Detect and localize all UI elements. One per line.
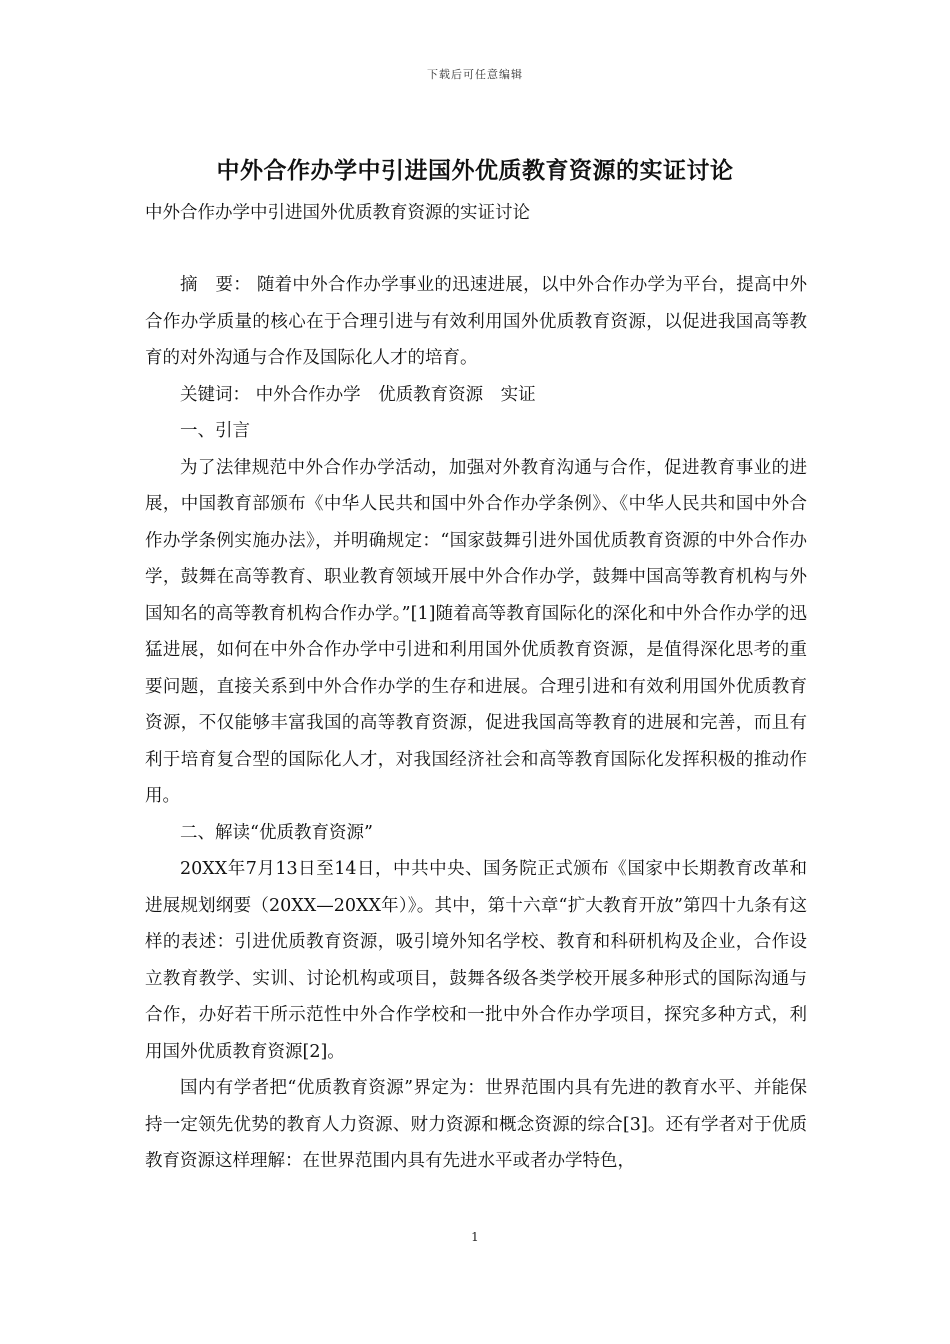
abstract-label: 摘 要：: [180, 275, 252, 295]
body-paragraph: 国内有学者把“优质教育资源”界定为：世界范围内具有先进的教育水平、并能保持一定领先优势的教育人力资源、财力资源和概念资源的综合[3]。还有学者对于优质教育资源这样理解：在世界范围内具有先进水平或者办学特色，: [145, 1078, 807, 1171]
document-title: 中外合作办学中引进国外优质教育资源的实证讨论: [216, 157, 734, 184]
page-header-note: 下载后可任意编辑: [427, 68, 523, 81]
document-subtitle: 中外合作办学中引进国外优质教育资源的实证讨论: [145, 203, 530, 223]
section-heading: 一、引言: [180, 421, 250, 441]
body-paragraph: 为了法律规范中外合作办学活动，加强对外教育沟通与合作，促进教育事业的进展，中国教育部颁布《中华人民共和国中外合作办学条例》、《中华人民共和国中外合作办学条例实施办法》，并明确规定：“国家鼓舞引进外国优质教育资源的中外合作办学，鼓舞在高等教育、职业教育领域开展中外合作办学，鼓舞中国高等教育机构与外国知名的高等教育机构合作办学。”[1]随着高等教育国际化的深化和中外合作办学的迅猛进展，如何在中外合作办学中引进和利用国外优质教育资源，是值得深化思考的重要问题，直接关系到中外合作办学的生存和进展。合理引进和有效利用国外优质教育资源，不仅能够丰富我国的高等教育资源，促进我国高等教育的进展和完善，而且有利于培育复合型的国际化人才，对我国经济社会和高等教育国际化发挥积极的推动作用。: [145, 457, 807, 806]
abstract-text: 随着中外合作办学事业的迅速进展，以中外合作办学为平台，提高中外合作办学质量的核心在于合理引进与有效利用国外优质教育资源，以促进我国高等教育的对外沟通与合作及国际化人才的培育。: [145, 275, 808, 368]
keywords-paragraph: [145, 377, 807, 414]
document-body: [145, 267, 807, 1180]
keywords-label: 关键词：: [180, 384, 250, 405]
body-paragraph: 20XX年7月13日至14日，中共中央、国务院正式颁布《国家中长期教育改革和进展规划纲要（20XX—20XX年）》。其中，第十六章“扩大教育开放”第四十九条有这样的表述：引进优质教育资源，吸引境外知名学校、教育和科研机构及企业，合作设立教育教学、实训、讨论机构或项目，鼓舞各级各类学校开展多种形式的国际沟通与合作，办好若干所示范性中外合作学校和一批中外合作办学项目，探究多种方式，利用国外优质教育资源[2]。: [145, 859, 807, 1062]
keywords-text: 中外合作办学 优质教育资源 实证: [255, 384, 536, 405]
section-heading: 二、解读“优质教育资源”: [180, 822, 373, 843]
abstract-paragraph: [145, 267, 807, 377]
page-number: 1: [471, 1230, 479, 1244]
